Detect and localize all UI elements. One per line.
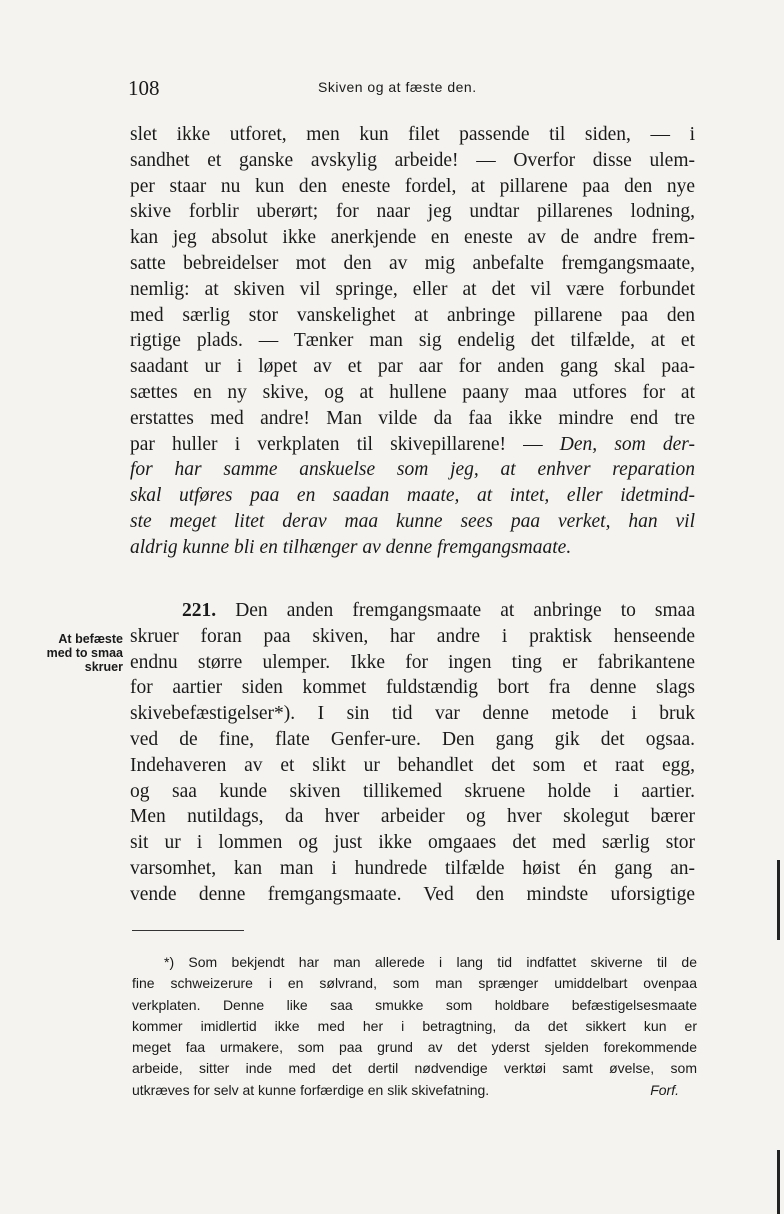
italic-line: aldrig kunne bli en tilhænger av denne fremgangsmaate. [130,536,572,558]
text-line: Indehaveren av et slikt ur behandlet det som et raat egg, [130,754,695,776]
text-line: per staar nu kun den eneste fordel, at pillarene paa den nye [130,175,695,197]
italic-line: for har samme anskuelse som jeg, at enhver reparation [130,459,695,481]
italic-line: ste meget litet derav maa kunne sees paa verket, han vil [130,510,695,532]
footnote-line-text: utkræves for selv at kunne forfærdige en slik skivefatning. [132,1081,490,1098]
footnote-line: meget faa urmakere, som paa grund av det yderst sjelden forekommende [132,1039,697,1056]
text-line: sættes en ny skive, og at hullene paany maa utfores for at [130,381,695,403]
text-line: med særlig stor vanskelighet at anbringe pillarene paa den [130,304,695,326]
page-header [128,76,693,106]
margin-note [0,632,123,674]
paragraph-1 [130,122,695,561]
text-line: varsomhet, kan man i hundrede tilfælde høist én gang an- [130,857,695,879]
text-line: for aartier siden kommet fuldstændig bort fra denne slags [130,677,695,699]
footnote-last-line [132,1080,697,1101]
footnote-line: arbeide, sitter inde med det dertil nødvendige verktøi samt øvelse, som [132,1060,697,1077]
text-line: og saa kunde skiven tillikemed skruene holde i aartier. [130,780,695,802]
footnote-line: fine schweizerure i en sølvrand, som man sprænger umiddelbart ovenpaa [132,975,697,992]
italic-text: Den, som der- [559,433,695,455]
footnote-author: Forf. [650,1081,679,1098]
section-first-line-text: Den anden fremgangsmaate at anbringe to smaa [216,600,695,621]
footnote-line: verkplaten. Denne like saa smukke som holdbare befæstigelsesmaate [132,996,697,1013]
margin-note-line: At befæste [58,632,123,646]
text-line: kan jeg absolut ikke anerkjende en eneste av de andre frem- [130,227,695,249]
italic-line: skal utføres paa en saadan maate, at intet, eller idetmind- [130,485,695,507]
margin-note-line: skruer [84,660,123,674]
section-first-line [130,598,695,624]
text-line: nemlig: at skiven vil springe, eller at det vil være forbundet [130,278,695,300]
text-line: erstattes med andre! Man vilde da faa ikke mindre end tre [130,407,695,429]
page-edge-mark [777,1150,780,1214]
text-line: skivebefæstigelser*). I sin tid var denne metode i bruk [130,703,695,725]
footnote-line: *) Som bekjendt har man allerede i lang tid indfattet skiverne til de [164,954,697,970]
footnote [132,952,697,1101]
margin-note-line: med to smaa [46,646,123,660]
text-line: slet ikke utforet, men kun filet passende til siden, — i [130,124,695,145]
text-line: satte bebreidelser mot den av mig anbefalte fremgangsmaate, [130,252,695,274]
page-edge-mark [777,860,780,940]
roman-text: par huller i verkplaten til skivepillarene! — [130,433,560,455]
section-number: 221. [182,600,217,621]
footnote-line: kommer imidlertid ikke med her i betragtning, da det sikkert kun er [132,1017,697,1034]
text-line: sit ur i lommen og just ikke omgaaes det med særlig stor [130,832,695,854]
running-title: Skiven og at fæste den. [318,79,477,95]
text-line: vende denne fremgangsmaate. Ved den mindste uforsigtige [130,883,695,905]
text-line: skruer foran paa skiven, har andre i praktisk henseende [130,625,695,647]
text-line: ved de fine, flate Genfer-ure. Den gang gik det ogsaa. [130,728,695,750]
text-line-mixed [130,432,695,458]
section-221 [130,598,695,908]
text-line: rigtige plads. — Tænker man sig endelig det tilfælde, at et [130,330,695,352]
text-line: saadant ur i løpet av et par aar for anden gang skal paa- [130,356,695,378]
footnote-rule [132,930,244,931]
page-number: 108 [128,76,160,100]
text-line: Men nutildags, da hver arbeider og hver skolegut bærer [130,806,695,828]
text-line: endnu større ulemper. Ikke for ingen ting er fabrikantene [130,651,695,673]
text-line: sandhet et ganske avskylig arbeide! — Overfor disse ulem- [130,149,695,171]
text-line: skive forblir uberørt; for naar jeg undtar pillarenes lodning, [130,201,695,223]
